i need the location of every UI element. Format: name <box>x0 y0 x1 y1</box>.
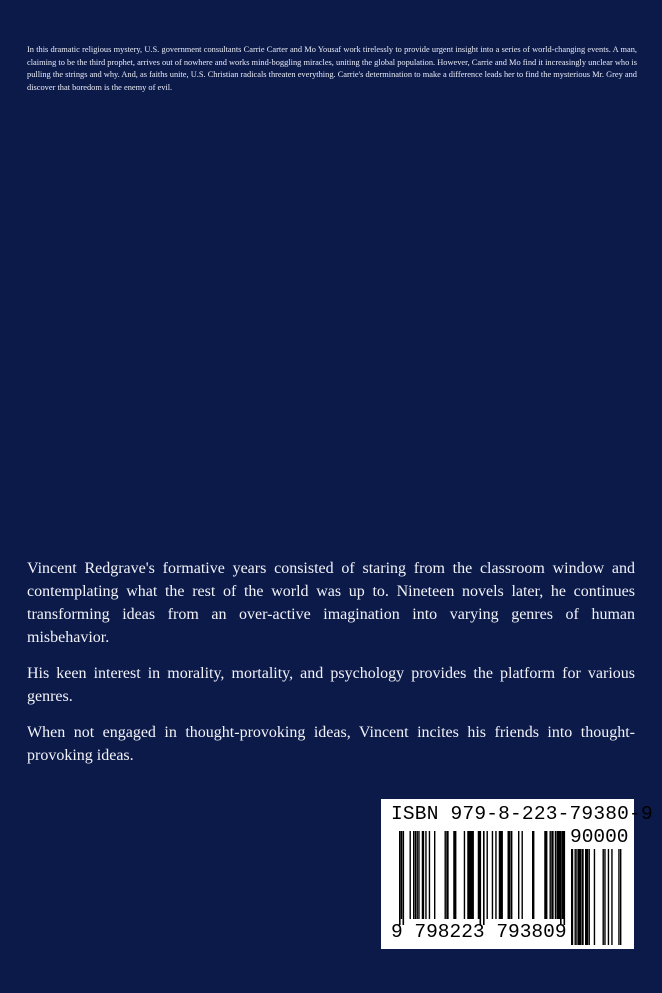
barcode-bar <box>401 831 402 919</box>
barcode-bar <box>495 831 496 919</box>
bio-paragraph-2: His keen interest in morality, mortality, and psychology provides the platform for various genres. <box>27 665 635 705</box>
barcode-bar <box>532 831 534 919</box>
barcode-bar <box>410 831 411 919</box>
addon-bar <box>604 849 605 945</box>
addon-bar <box>603 849 604 945</box>
book-blurb: In this dramatic religious mystery, U.S. government consultants Carrie Carter and Mo Yousaf work tirelessly to provide urgent insight into a series of world-changing events. A man, claiming to be the third prophet, arrives out of nowhere and works mind-boggling miracles, uniting the global population. However, Carrie and Mo find it increasingly unclear who is pulling the strings and why. And, as faiths unite, U.S. Christian radicals threaten everything. Carrie's determination to make a difference leads her to find the mysterious Mr. Grey and discover that boredom is the enemy of evil. <box>27 45 637 92</box>
barcode-bar <box>511 831 512 919</box>
barcode-bar <box>473 831 474 919</box>
barcode-bar <box>564 831 566 925</box>
addon-bar <box>576 849 577 945</box>
isbn-barcode <box>381 799 653 949</box>
addon-bar <box>620 849 621 945</box>
barcode-bar <box>445 831 446 919</box>
barcode-bar <box>399 831 401 925</box>
barcode-bar <box>487 831 488 919</box>
barcode-bar <box>413 831 414 919</box>
barcode-bar <box>417 831 418 919</box>
addon-bar <box>608 849 609 945</box>
addon-bar <box>571 849 573 945</box>
barcode-bar <box>551 831 553 919</box>
barcode-bar <box>492 831 493 919</box>
addon-bar <box>589 849 590 945</box>
addon-bar <box>594 849 595 945</box>
barcode-bar <box>518 831 519 919</box>
barcode-bar <box>434 831 435 919</box>
addon-bar <box>580 849 581 945</box>
barcode-bar <box>464 831 465 919</box>
barcode-bar <box>483 831 485 925</box>
barcode-bar <box>415 831 416 919</box>
barcode-bar <box>429 831 430 919</box>
isbn-label: ISBN 979-8-223-79380-9 <box>391 803 653 825</box>
bio-paragraph-3: When not engaged in thought-provoking ideas, Vincent incites his friends into thought-provoking ideas. <box>27 724 635 764</box>
addon-bar <box>611 849 612 945</box>
addon-bar <box>618 849 619 945</box>
barcode-bar <box>480 831 482 925</box>
barcode-bar <box>560 831 562 925</box>
barcode-bar <box>550 831 551 919</box>
author-bio <box>27 557 635 780</box>
barcode-bar <box>509 831 510 919</box>
barcode-bar <box>522 831 523 919</box>
addon-bar <box>575 849 576 945</box>
barcode-bar <box>446 831 448 919</box>
barcode-bar <box>403 831 405 925</box>
addon-bar <box>582 849 584 945</box>
barcode-bar <box>555 831 556 919</box>
price-code: 90000 <box>570 826 629 848</box>
barcode-bar <box>425 831 426 919</box>
barcode-bar <box>422 831 424 919</box>
addon-bar <box>587 849 588 945</box>
barcode-bar <box>418 831 419 919</box>
bio-paragraph-1: Vincent Redgrave's formative years consisted of staring from the classroom window and contemplating what the rest of the world was up to. Nineteen novels later, he continues transforming ideas from an over-active imagination into varying genres of human misbehavior. <box>27 560 635 646</box>
barcode-bar <box>546 831 547 919</box>
barcode-bar <box>501 831 503 919</box>
barcode-bar <box>455 831 456 919</box>
ean-digits: 9 798223 793809 <box>391 921 567 943</box>
